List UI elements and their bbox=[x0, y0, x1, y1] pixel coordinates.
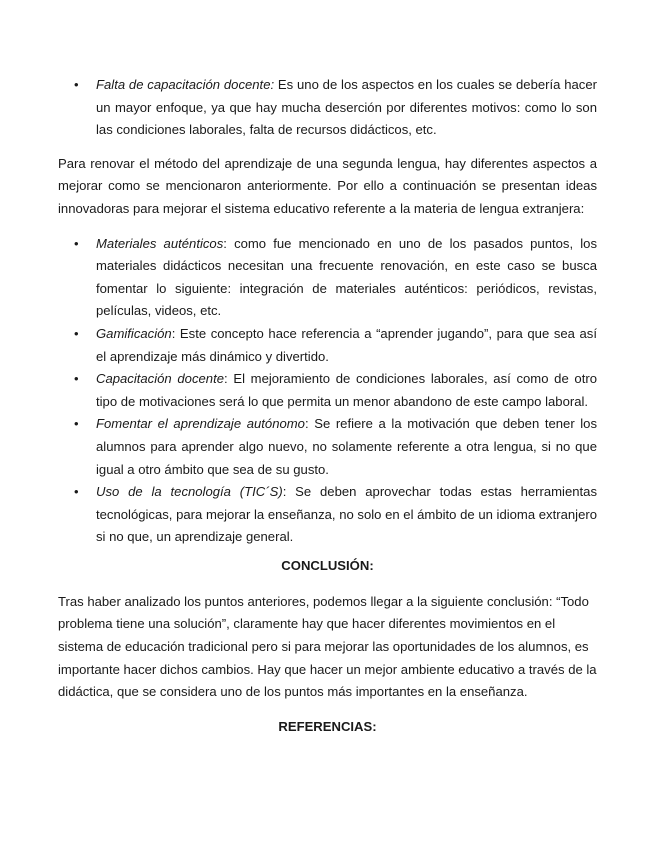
list-item bbox=[58, 74, 597, 142]
list-item bbox=[58, 413, 597, 481]
list-item-term: Materiales auténticos bbox=[96, 235, 224, 251]
list-item bbox=[58, 368, 597, 413]
list-item-term: Fomentar el aprendizaje autónomo bbox=[96, 416, 305, 432]
list-item bbox=[58, 323, 597, 368]
bullet-list-ideas bbox=[58, 233, 597, 549]
list-item-text: : El mejoramiento de condiciones laborales, así como de otro tipo de motivaciones será lo que permita un menor abandono de este campo laboral. bbox=[96, 371, 597, 409]
list-item-term: Falta de capacitación docente: bbox=[96, 77, 275, 92]
references-heading: REFERENCIAS: bbox=[278, 718, 377, 734]
bullet-glyph: • bbox=[74, 77, 79, 92]
conclusion-heading: CONCLUSIÓN: bbox=[281, 557, 374, 573]
list-item-term: Gamificación bbox=[96, 325, 172, 341]
bullet-glyph: • bbox=[74, 235, 79, 251]
list-item-term: Uso de la tecnología (TIC´S) bbox=[96, 484, 283, 500]
list-item-text: : Este concepto hace referencia a “aprender jugando”, para que sea así el aprendizaje más dinámico y divertido. bbox=[96, 325, 597, 364]
bullet-list-intro bbox=[58, 74, 597, 142]
bullet-glyph: • bbox=[74, 325, 79, 341]
list-item-text: : Se refiere a la motivación que deben tener los alumnos para aprender algo nuevo, no solamente referente a otra lengua, si no que igual a otro ámbito que sea de su gusto. bbox=[96, 416, 598, 477]
paragraph-conclusion: Tras haber analizado los puntos anteriores, podemos llegar a la siguiente conclusión: “Todo problema tiene una solución”, claramente hay que hacer diferentes movimientos en el sistema de educación tradicional pero si para mejorar las oportunidades de los alumnos, es importante hacer dichos cambios. Hay que hacer un mejor ambiente educativo a través de la didáctica, que se considera uno de los puntos más importantes en la enseñanza. bbox=[58, 593, 597, 700]
list-item-term: Capacitación docente bbox=[96, 371, 224, 387]
list-item-text: Es uno de los aspectos en los cuales se debería hacer un mayor enfoque, ya que hay mucha deserción por diferentes motivos: como lo son las condiciones laborales, falta de recursos didácticos, etc. bbox=[96, 77, 597, 138]
bullet-glyph: • bbox=[74, 484, 79, 500]
list-item-text: : como fue mencionado en uno de los pasados puntos, los materiales didácticos necesitan una frecuente renovación, en este caso se busca fomentar lo siguiente: integración de materiales auténticos: periódicos, revistas, películas, videos, etc. bbox=[96, 235, 598, 319]
bullet-glyph: • bbox=[74, 371, 79, 387]
list-item bbox=[58, 481, 597, 549]
list-item bbox=[58, 233, 597, 323]
bullet-glyph: • bbox=[74, 416, 79, 432]
list-item-text: : Se deben aprovechar todas estas herramientas tecnológicas, para mejorar la enseñanza, no solo en el ámbito de un idioma extranjero si no que, un aprendizaje general. bbox=[96, 484, 597, 545]
paragraph-renovar: Para renovar el método del aprendizaje de una segunda lengua, hay diferentes aspectos a mejorar como se mencionaron anteriormente. Por ello a continuación se presentan ideas innovadoras para mejorar el sistema educativo referente a la materia de lengua extranjera: bbox=[58, 155, 597, 216]
